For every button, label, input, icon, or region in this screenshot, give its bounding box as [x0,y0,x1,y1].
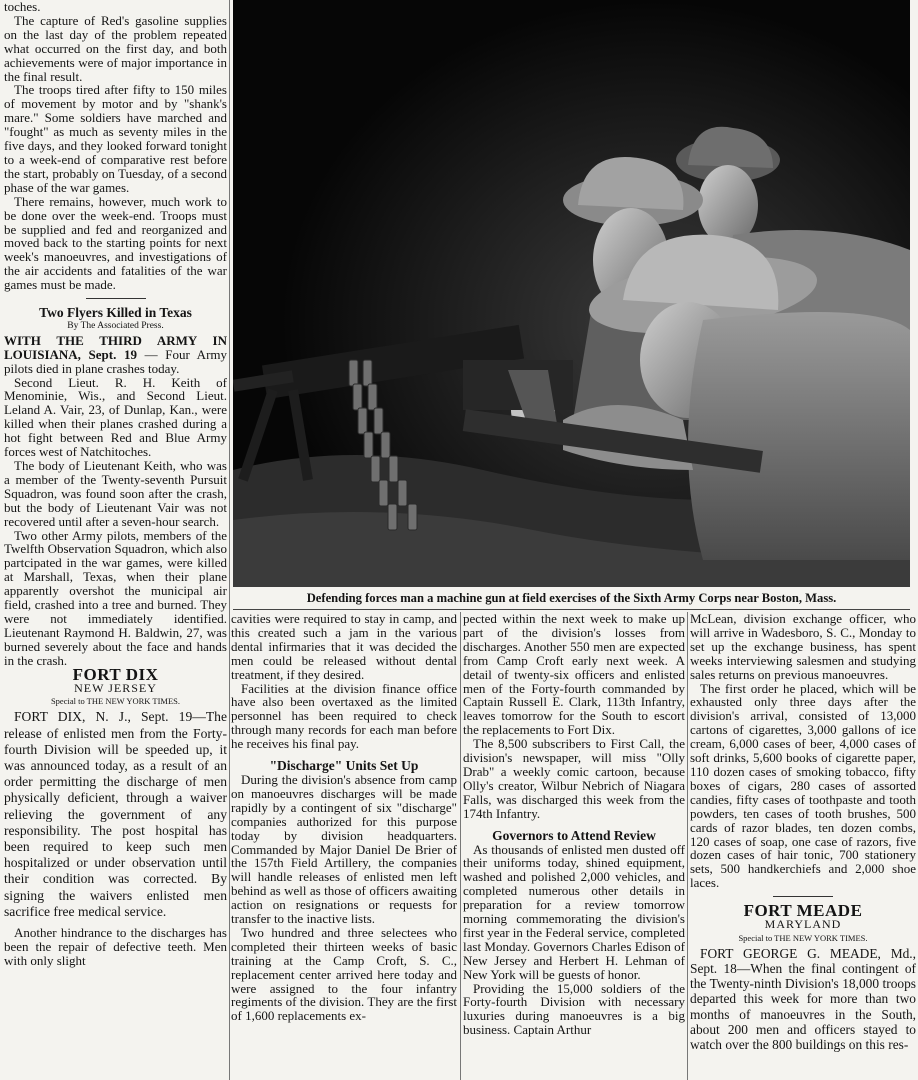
column-3 [463,612,685,1080]
fort-meade-special-line: Special to THE NEW YORK TIMES. [738,932,868,943]
article-paragraph: Facilities at the division finance office have also been overtaxed as the limited personnel has been required to check through many records for each man before he receives his final pay. [231,680,457,752]
flyers-byline: By The Associated Press. [67,320,164,331]
news-photograph [233,0,910,587]
article-paragraph: The body of Lieutenant Keith, who was a member of the Twenty-seventh Pursuit Squadron, was found soon after the crash, but the body of Lieutenant Vair was not recovered until after a seven-hour search. [4,458,227,529]
column-2 [231,612,457,1080]
section-divider [86,298,146,299]
fort-meade-state: MARYLAND [764,917,842,932]
article-paragraph: toches. [4,0,41,14]
flyers-dateline: WITH THE THIRD ARMY IN LOUISIANA, Sept. 19 [4,332,227,362]
machine-gun-crew-image [233,0,910,587]
column-1 [4,0,227,1080]
caption-rule [233,609,910,610]
article-paragraph: During the division's absence from camp on manoeuvres discharges will be made rapidly by a contingent of six "discharge" companies authorized for this purpose today by division headquarters. Commanded by Major Daniel De Brier of the 157th Field Artillery, the companies will handle releases of enlisted men left behind as well as those of officers awaiting action on resignations or requests for transfer to the inactive lists. [231,771,457,927]
fort-dix-special-line: Special to THE NEW YORK TIMES. [50,696,181,707]
article-paragraph: Two other Army pilots, members of the Twelfth Observation Squadron, which also partcipated in the war games, were killed at Marshall, Texas, when their plane apparently overshot the municipal air field, crashed into a tree and burned. They were not immediately identified. Lieutenant Raymond H. Baldwin, 27, was burned severely about the face and hands in the crash. [4,527,227,668]
article-paragraph: The first order he placed, which will be exhausted only three days after the division's arrival, consisted of 13,000 cartons of cigarettes, 3,000 gallons of ice cream, 6,000 cases of beer, 4,000 cases of soft drinks, 5,600 books of cigarette paper, 110 dozen cases of smoking tobacco, fifty boxes of cigars, 280 cases of assorted candies, fifty cases of toothpaste and tooth powders, ten cases of tooth brushes, 500 cards of razor blades, ten dozen combs, 120 cases of soap, one case of razors, five dozen cases of hair tonic, 700 stationery sets, 500 handkerchiefs and 2,000 shoe laces. [690,680,916,891]
fort-meade-heading: FORT MEADE [743,901,863,921]
article-paragraph: pected within the next week to make up part of the division's losses from discharges. Another 550 men are expected from Camp Croft early next week. A detail of twenty-six officers and enlisted men of the Forty-fourth commanded by Captain Russell E. Clark, 113th Infantry, leaves tomorrow for the South to escort the replacements to Fort Dix. [463,612,685,738]
photo-caption: Defending forces man a machine gun at field exercises of the Sixth Army Corps near Boston, Mass. [306,591,837,605]
review-subhead: Governors to Attend Review [492,827,656,843]
flyers-lead-paragraph [4,334,227,376]
fort-meade-lead-paragraph: FORT GEORGE G. MEADE, Md., Sept. 18—When the final contingent of the Twenty-ninth Division's 18,000 troops departed this week for more than two months of manoeuvres in the South, about 200 men and officers stayed to watch over the 800 buildings on this res- [690,945,916,1053]
column-rule [460,612,461,1080]
flyers-subhead: Two Flyers Killed in Texas [39,305,192,321]
article-paragraph: Second Lieut. R. H. Keith of Menominie, Wis., and Second Lieut. Leland A. Vair, 23, of Dunlap, Kan., were killed when their planes crashed during a hot fight between Red and Blue Army forces west of Natchitoches. [4,374,227,460]
article-paragraph: The 8,500 subscribers to First Call, the division's newspaper, will miss "Olly Drab" a weekly comic cartoon, because Olly's creator, Wilbur Nebrich of Niagara Falls, was discharged this week from the 174th Infantry. [463,736,685,821]
article-paragraph: The troops tired after fifty to 150 miles of movement by motor and by "shank's mare." Some soldiers have marched and "fought" as much as seventy miles in the five days, and they looked forward tonight to a week-end of comparative rest before the start, probably on Tuesday, of a second phase of the war games. [4,82,227,195]
fort-dix-heading: FORT DIX [72,664,159,684]
article-paragraph: McLean, division exchange officer, who will arrive in Wadesboro, S. C., Monday to set up the exchange business, has spent weeks interviewing salesmen and studying sales returns on previous manoeuvres. [690,612,916,682]
fort-dix-lead-paragraph: FORT DIX, N. J., Sept. 19—The release of enlisted men from the Forty-fourth Division will be speeded up, it was announced today, as a result of an order permitting the discharge of men physically deficient, through a waiver relieving the government of any responsibility. The post hospital has been required to keep such men hospitalized or under observation until their condition was corrected. By signing the waivers enlisted men sacrifice free medical service. [4,709,227,919]
article-paragraph: Providing the 15,000 soldiers of the Forty-fourth Division with necessary luxuries during manoeuvres is a big business. Captain Arthur [463,980,685,1038]
article-paragraph: As thousands of enlisted men dusted off their uniforms today, shined equipment, washed and polished 2,000 vehicles, and completed numerous other details in preparation for a review tomorrow morning commemorating the division's first year in the Federal service, completed last Monday. Governors Charles Edison of New Jersey and Herbert H. Lehman of New York will be guests of honor. [463,841,685,982]
column-rule [687,612,688,1080]
fort-dix-state: NEW JERSEY [74,680,157,695]
flyers-lead-text: — Four Army pilots died in plane crashes today. [4,346,227,376]
column-rule [229,0,230,1080]
article-paragraph: The capture of Red's gasoline supplies on the last day of the problem repeated what occurred on the first day, and both achievements were of major importance in the final result. [4,12,227,84]
article-paragraph: Another hindrance to the discharges has been the repair of defective teeth. Men with only slight [4,924,227,968]
article-paragraph: There remains, however, much work to be done over the week-end. Troops must be supplied and fed and reorganized and moved back to the starting points for next week's manoeuvres, and investigations of the air accidents and fatalities of the war games must be made. [4,193,227,293]
article-paragraph: Two hundred and three selectees who completed their thirteen weeks of basic training at the Camp Croft, S. C., replacement center arrived here today and were assigned to the four infantry regiments of the division. They are the first of 1,600 replacements ex- [231,924,457,1024]
column-4 [690,612,916,1080]
discharge-subhead: "Discharge" Units Set Up [269,758,419,774]
section-divider [773,896,833,897]
article-paragraph: cavities were required to stay in camp, and this created such a jam in the various dental infirmaries that it was decided the men could be released without dental treatment, if they desired. [231,612,457,682]
